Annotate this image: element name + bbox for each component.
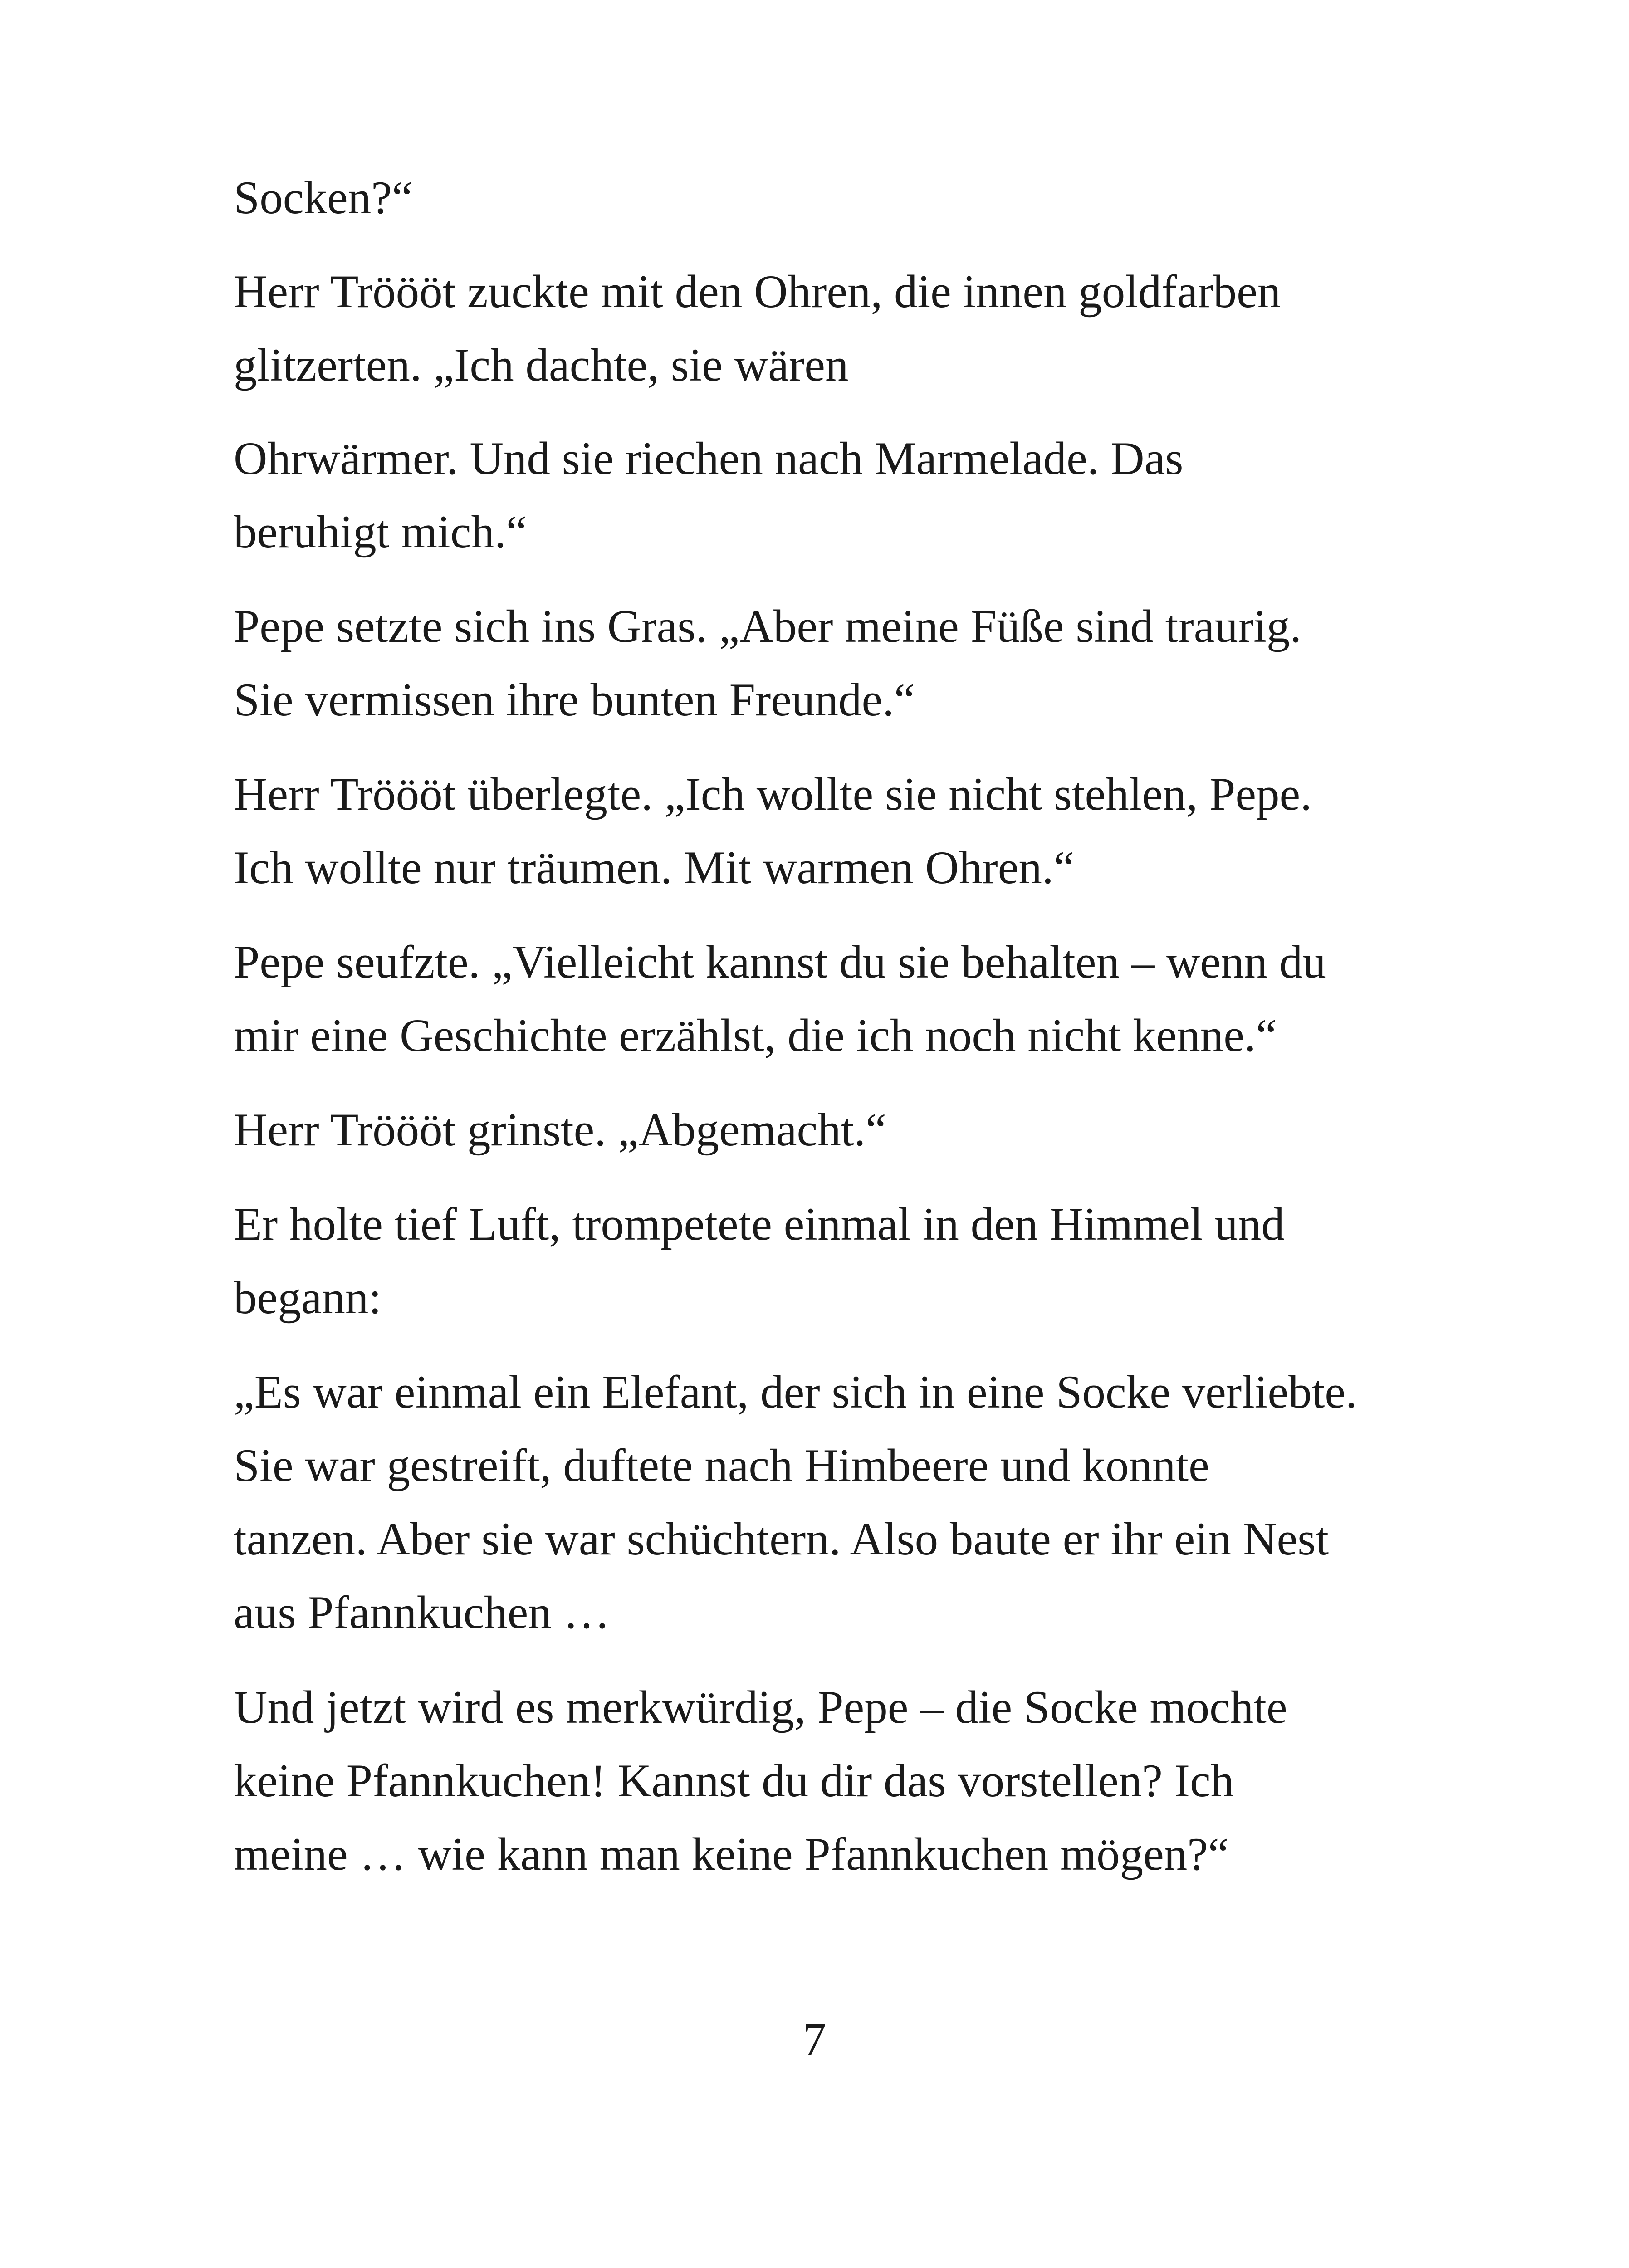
text-line: Herr Tröööt grinste. „Abgemacht.“	[234, 1104, 886, 1156]
text-line: glitzerten. „Ich dachte, sie wären	[234, 339, 849, 391]
paragraph-5	[234, 758, 1458, 904]
text-line: meine … wie kann man keine Pfannkuchen mögen?“	[234, 1828, 1229, 1880]
text-line: Sie war gestreift, duftete nach Himbeere und konnte	[234, 1440, 1209, 1491]
text-line: Herr Tröööt überlegte. „Ich wollte sie nicht stehlen, Pepe.	[234, 768, 1312, 820]
paragraph-4	[234, 590, 1458, 737]
paragraph-10	[234, 1671, 1458, 1891]
page-number: 7	[802, 2014, 827, 2065]
paragraph-6	[234, 925, 1458, 1072]
text-line: „Es war einmal ein Elefant, der sich in eine Socke verliebte.	[234, 1366, 1357, 1418]
text-line: keine Pfannkuchen! Kannst du dir das vorstellen? Ich	[234, 1755, 1234, 1807]
text-line: mir eine Geschichte erzählst, die ich noch nicht kenne.“	[234, 1010, 1277, 1061]
text-line: Er holte tief Luft, trompetete einmal in den Himmel und	[234, 1198, 1285, 1250]
text-line: tanzen. Aber sie war schüchtern. Also baute er ihr ein Nest	[234, 1513, 1329, 1565]
text-line: Und jetzt wird es merkwürdig, Pepe – die Socke mochte	[234, 1681, 1287, 1733]
paragraph-9	[234, 1355, 1458, 1649]
text-line: aus Pfannkuchen …	[234, 1587, 610, 1638]
text-line: Sie vermissen ihre bunten Freunde.“	[234, 674, 915, 726]
text-line: Herr Tröööt zuckte mit den Ohren, die innen goldfarben	[234, 266, 1281, 318]
paragraph-2	[234, 255, 1458, 402]
paragraph-7	[234, 1093, 1458, 1167]
paragraph-8	[234, 1188, 1458, 1334]
text-line: Pepe seufzte. „Vielleicht kannst du sie behalten – wenn du	[234, 936, 1326, 988]
paragraph-1	[234, 161, 1458, 235]
text-line: Socken?“	[234, 172, 413, 224]
text-line: Pepe setzte sich ins Gras. „Aber meine Füße sind traurig.	[234, 601, 1302, 652]
paragraph-3	[234, 422, 1458, 569]
text-line: begann:	[234, 1272, 382, 1324]
text-line: Ich wollte nur träumen. Mit warmen Ohren.“	[234, 842, 1075, 894]
text-line: beruhigt mich.“	[234, 506, 527, 558]
text-line: Ohrwärmer. Und sie riechen nach Marmelade. Das	[234, 433, 1184, 484]
